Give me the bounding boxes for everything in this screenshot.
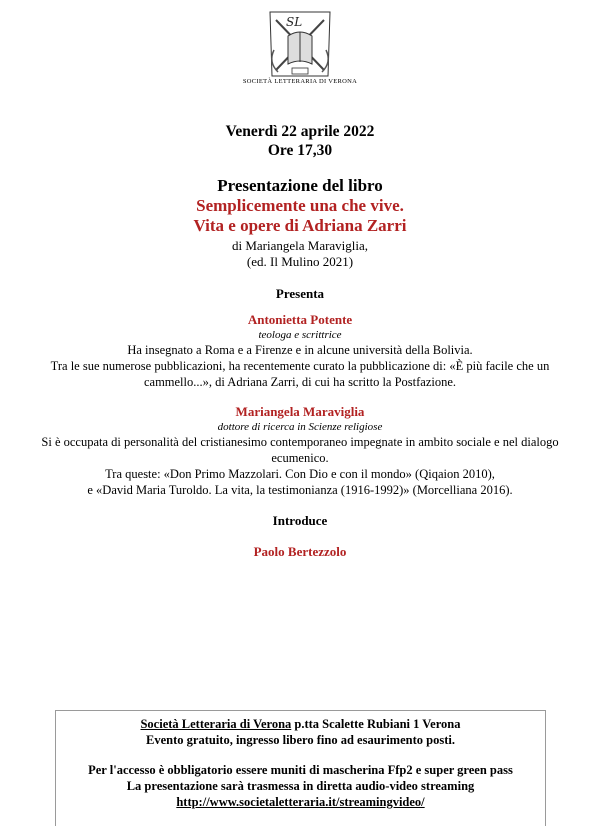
svg-text:SL: SL [286, 15, 303, 29]
speaker-bio-line: cammello...», di Adriana Zarri, di cui ha scritto la Postfazione. [143, 375, 457, 389]
speaker-bio [0, 342, 600, 390]
logo-caption: SOCIETÀ LETTERARIA DI VERONA [242, 78, 358, 85]
speaker-name: Antonietta Potente [247, 312, 353, 327]
streaming-notice: La presentazione sarà trasmessa in diretta audio-video streaming [126, 779, 475, 793]
author-line: di Mariangela Maraviglia, [231, 238, 369, 253]
footer-info-box [55, 710, 546, 826]
venue-line [56, 716, 545, 732]
event-date: Venerdì 22 aprile 2022 [225, 123, 375, 140]
book-title-line2: Vita e opere di Adriana Zarri [193, 216, 407, 235]
introduce-label: Introduce [272, 513, 328, 528]
speaker-name: Mariangela Maraviglia [235, 404, 365, 419]
free-entry-notice: Evento gratuito, ingresso libero fino ad esaurimento posti. [146, 733, 455, 747]
speaker-bio-line: e «David Maria Turoldo. La vita, la testimonianza (1916-1992)» (Morcelliana 2016). [87, 483, 513, 497]
streaming-link[interactable]: http://www.societaletteraria.it/streamingvideo/ [176, 795, 425, 809]
mask-notice: Per l'accesso è obbligatorio essere muniti di mascherina Ffp2 e super green pass [88, 763, 513, 777]
book-author [0, 238, 600, 270]
event-time: Ore 17,30 [267, 142, 333, 159]
speaker-bio [0, 434, 600, 498]
speaker-bio-line: Tra le sue numerose pubblicazioni, ha recentemente curato la pubblicazione di: «È più facile che un [50, 359, 550, 373]
speaker-bio-line: Ha insegnato a Roma e a Firenze e in alcune università della Bolivia. [127, 343, 473, 357]
book-title [0, 196, 600, 236]
host-name: Paolo Bertezzolo [253, 544, 347, 559]
speaker-1 [0, 312, 600, 390]
book-title-line1: Semplicemente una che vive. [196, 196, 404, 215]
venue-name: Società Letteraria di Verona [140, 717, 292, 731]
presenta-label: Presenta [275, 286, 325, 301]
speaker-role: teologa e scrittrice [258, 329, 342, 341]
speaker-bio-line: Tra queste: «Don Primo Mazzolari. Con Dio e con il mondo» (Qiqaion 2010), [105, 467, 495, 481]
event-datetime [0, 122, 600, 160]
speaker-role: dottore di ricerca in Scienze religiose [217, 421, 383, 433]
speaker-bio-line: ecumenico. [271, 451, 329, 465]
publisher-line: (ed. Il Mulino 2021) [246, 254, 354, 269]
speaker-2 [0, 404, 600, 498]
presentation-heading: Presentazione del libro [217, 176, 383, 195]
venue-address: p.tta Scalette Rubiani 1 Verona [291, 717, 461, 731]
speaker-bio-line: Si è occupata di personalità del cristianesimo contemporaneo impegnate in ambito sociale e nel dialogo [41, 435, 559, 449]
